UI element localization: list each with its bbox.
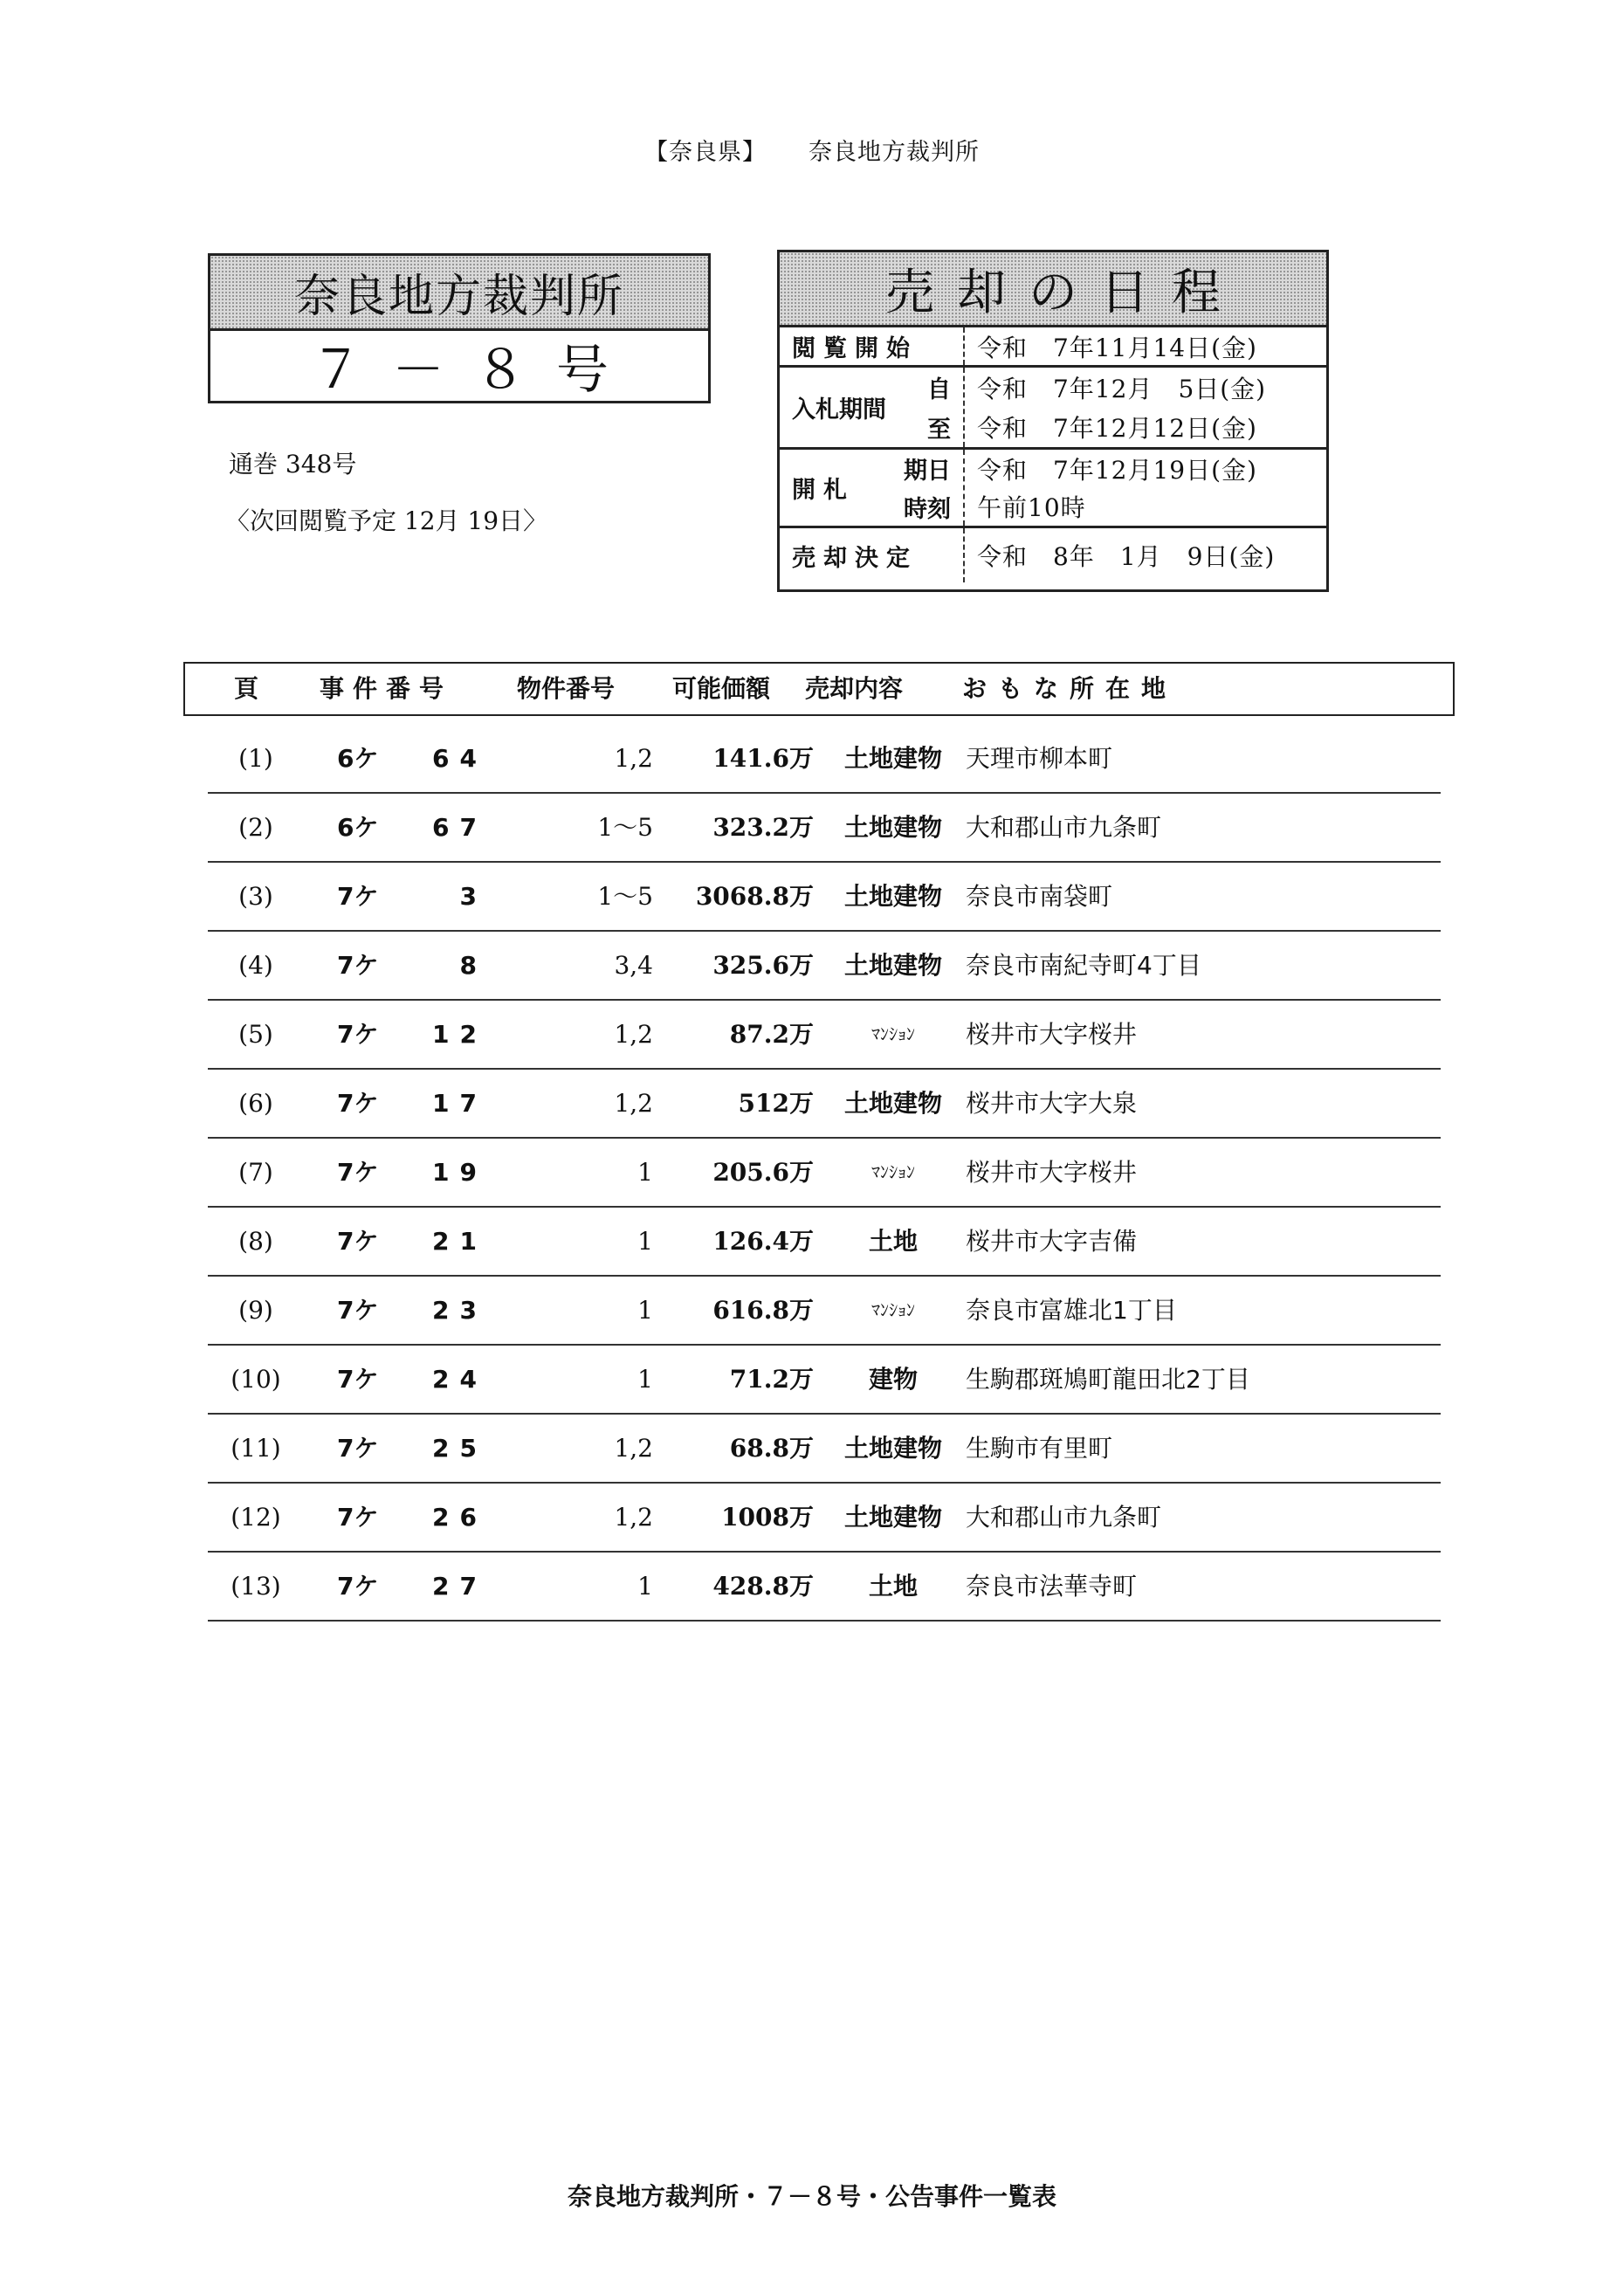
- schedule-title: 売却の日程: [780, 252, 1326, 327]
- row-price: 141.6万: [712, 744, 814, 773]
- page-footer: 奈良地方裁判所・７－８号・公告事件一覧表: [567, 2182, 1056, 2211]
- opening-date-label: 期日: [904, 458, 951, 485]
- schedule-row-bidding: [780, 368, 1326, 450]
- row-page: (3): [238, 882, 273, 911]
- table-header: [183, 662, 1455, 716]
- row-property-number: 1: [637, 1227, 653, 1256]
- row-case-prefix: 7ケ: [337, 951, 379, 980]
- table-row: [208, 1415, 1441, 1484]
- schedule-row-opening: [780, 450, 1326, 528]
- row-property-number: 1,2: [614, 1503, 653, 1532]
- row-property-number: 1,2: [614, 1089, 653, 1118]
- row-property-number: 1,2: [614, 1434, 653, 1463]
- row-case-prefix: 7ケ: [337, 1020, 379, 1049]
- row-case-prefix: 7ケ: [337, 1434, 379, 1463]
- header-case-number: 事件番号: [320, 674, 453, 703]
- row-address: 奈良市法華寺町: [966, 1572, 1138, 1601]
- row-case-number: 25: [432, 1434, 487, 1463]
- row-case-number: 26: [432, 1503, 487, 1532]
- row-case-number: 12: [432, 1020, 487, 1049]
- row-case-prefix: 7ケ: [337, 882, 379, 911]
- bidding-from-date: 令和 7年12月 5日(金): [977, 374, 1267, 403]
- row-sale-type: 土地: [868, 1572, 918, 1601]
- row-property-number: 1,2: [614, 1020, 653, 1049]
- row-page: (2): [238, 813, 273, 842]
- row-price: 428.8万: [712, 1572, 814, 1601]
- row-address: 大和郡山市九条町: [966, 1503, 1162, 1532]
- page-header: [0, 133, 1624, 167]
- bidding-to-date: 令和 7年12月12日(金): [977, 414, 1257, 444]
- next-viewing-date: 〈次回閲覧予定 12月 19日〉: [225, 506, 548, 535]
- schedule-value-viewing: 令和 7年11月14日(金): [977, 333, 1257, 362]
- row-case-prefix: 7ケ: [337, 1365, 379, 1394]
- schedule-row-decision: [780, 528, 1326, 582]
- row-property-number: 1: [637, 1572, 653, 1601]
- row-address: 天理市柳本町: [966, 744, 1113, 773]
- row-property-number: 1: [637, 1158, 653, 1187]
- table-row: [208, 1001, 1441, 1070]
- header-content: 売却内容: [805, 674, 904, 703]
- row-address: 生駒郡斑鳩町龍田北2丁目: [966, 1365, 1250, 1394]
- row-sale-type: ﾏﾝｼｮﾝ: [871, 1161, 915, 1182]
- row-sale-type: 土地建物: [843, 744, 942, 773]
- prefecture-label: 【奈良県】: [644, 139, 767, 166]
- row-address: 奈良市南紀寺町4丁目: [966, 951, 1201, 980]
- row-page: (12): [231, 1503, 281, 1532]
- row-page: (9): [238, 1296, 273, 1325]
- row-case-prefix: 6ケ: [337, 744, 379, 773]
- row-address: 奈良市富雄北1丁目: [966, 1296, 1177, 1325]
- title-issue: ７－８号: [310, 340, 638, 401]
- row-case-number: 23: [432, 1296, 487, 1325]
- row-price: 71.2万: [729, 1365, 814, 1394]
- row-case-prefix: 7ケ: [337, 1089, 379, 1118]
- row-case-prefix: 7ケ: [337, 1296, 379, 1325]
- row-property-number: 1: [637, 1296, 653, 1325]
- row-page: (10): [231, 1365, 281, 1394]
- table-row: [208, 1139, 1441, 1208]
- table-row: [208, 1070, 1441, 1139]
- row-price: 126.4万: [712, 1227, 814, 1256]
- row-address: 大和郡山市九条町: [966, 813, 1162, 842]
- opening-time-label: 時刻: [904, 495, 951, 523]
- court-label: 奈良地方裁判所: [809, 139, 980, 166]
- schedule-value-decision: 令和 8年 1月 9日(金): [977, 542, 1276, 571]
- row-sale-type: 土地建物: [843, 813, 942, 842]
- row-address: 奈良市南袋町: [966, 882, 1113, 911]
- row-page: (11): [231, 1434, 281, 1463]
- sale-schedule-box: [777, 250, 1329, 592]
- row-page: (6): [238, 1089, 273, 1118]
- row-property-number: 3,4: [614, 951, 653, 980]
- row-page: (4): [238, 951, 273, 980]
- table-row: [208, 863, 1441, 932]
- row-sale-type: 土地建物: [843, 1503, 942, 1532]
- row-price: 87.2万: [729, 1020, 814, 1049]
- row-case-number: 19: [432, 1158, 487, 1187]
- row-price: 616.8万: [712, 1296, 814, 1325]
- row-case-number: 8: [459, 951, 487, 980]
- header-property-number: 物件番号: [517, 674, 616, 703]
- row-sale-type: ﾏﾝｼｮﾝ: [871, 1299, 915, 1320]
- row-case-number: 27: [432, 1572, 487, 1601]
- row-price: 512万: [738, 1089, 814, 1118]
- row-case-prefix: 6ケ: [337, 813, 379, 842]
- row-sale-type: 建物: [868, 1365, 918, 1394]
- row-sale-type: ﾏﾝｼｮﾝ: [871, 1023, 915, 1044]
- row-page: (13): [231, 1572, 281, 1601]
- row-case-number: 64: [432, 744, 487, 773]
- row-price: 323.2万: [712, 813, 814, 842]
- row-case-number: 3: [459, 882, 487, 911]
- row-address: 桜井市大字桜井: [966, 1020, 1138, 1049]
- row-sale-type: 土地建物: [843, 1434, 942, 1463]
- row-property-number: 1: [637, 1365, 653, 1394]
- case-table: [208, 725, 1441, 1622]
- opening-time: 午前10時: [977, 493, 1086, 523]
- row-property-number: 1～5: [597, 882, 653, 911]
- row-price: 68.8万: [729, 1434, 814, 1463]
- row-page: (5): [238, 1020, 273, 1049]
- header-page: 頁: [234, 674, 259, 703]
- table-row: [208, 932, 1441, 1001]
- row-address: 生駒市有里町: [966, 1434, 1113, 1463]
- row-address: 桜井市大字桜井: [966, 1158, 1138, 1187]
- table-row: [208, 1553, 1441, 1622]
- table-row: [208, 1346, 1441, 1415]
- row-case-prefix: 7ケ: [337, 1503, 379, 1532]
- title-box: [208, 253, 711, 403]
- row-page: (8): [238, 1227, 273, 1256]
- row-sale-type: 土地建物: [843, 882, 942, 911]
- schedule-label-viewing: 閲覧開始: [792, 335, 918, 362]
- table-row: [208, 725, 1441, 794]
- row-property-number: 1～5: [597, 813, 653, 842]
- row-sale-type: 土地建物: [843, 1089, 942, 1118]
- row-page: (7): [238, 1158, 273, 1187]
- schedule-row-viewing: [780, 327, 1326, 368]
- schedule-label-decision: 売却決定: [792, 544, 918, 572]
- row-price: 1008万: [721, 1503, 814, 1532]
- table-row: [208, 1277, 1441, 1346]
- row-sale-type: 土地建物: [843, 951, 942, 980]
- row-case-number: 67: [432, 813, 487, 842]
- row-case-prefix: 7ケ: [337, 1158, 379, 1187]
- table-row: [208, 1484, 1441, 1553]
- header-address: おもな所在地: [962, 674, 1178, 703]
- bidding-to-label: 至: [927, 416, 951, 444]
- row-case-prefix: 7ケ: [337, 1572, 379, 1601]
- row-case-number: 17: [432, 1089, 487, 1118]
- header-price: 可能価額: [672, 674, 771, 703]
- row-sale-type: 土地: [868, 1227, 918, 1256]
- bidding-from-label: 自: [927, 376, 951, 404]
- row-price: 3068.8万: [695, 882, 814, 911]
- schedule-label-bidding: 入札期間: [792, 396, 886, 423]
- row-case-prefix: 7ケ: [337, 1227, 379, 1256]
- schedule-label-opening: 開札: [792, 477, 855, 504]
- row-page: (1): [238, 744, 273, 773]
- row-address: 桜井市大字大泉: [966, 1089, 1138, 1118]
- row-property-number: 1,2: [614, 744, 653, 773]
- row-case-number: 24: [432, 1365, 487, 1394]
- table-row: [208, 794, 1441, 863]
- row-case-number: 21: [432, 1227, 487, 1256]
- row-address: 桜井市大字吉備: [966, 1227, 1138, 1256]
- opening-date: 令和 7年12月19日(金): [977, 455, 1257, 485]
- row-price: 205.6万: [712, 1158, 814, 1187]
- title-court: 奈良地方裁判所: [210, 256, 708, 331]
- table-row: [208, 1208, 1441, 1277]
- volume-number: 通巻 348号: [229, 450, 357, 479]
- row-price: 325.6万: [712, 951, 814, 980]
